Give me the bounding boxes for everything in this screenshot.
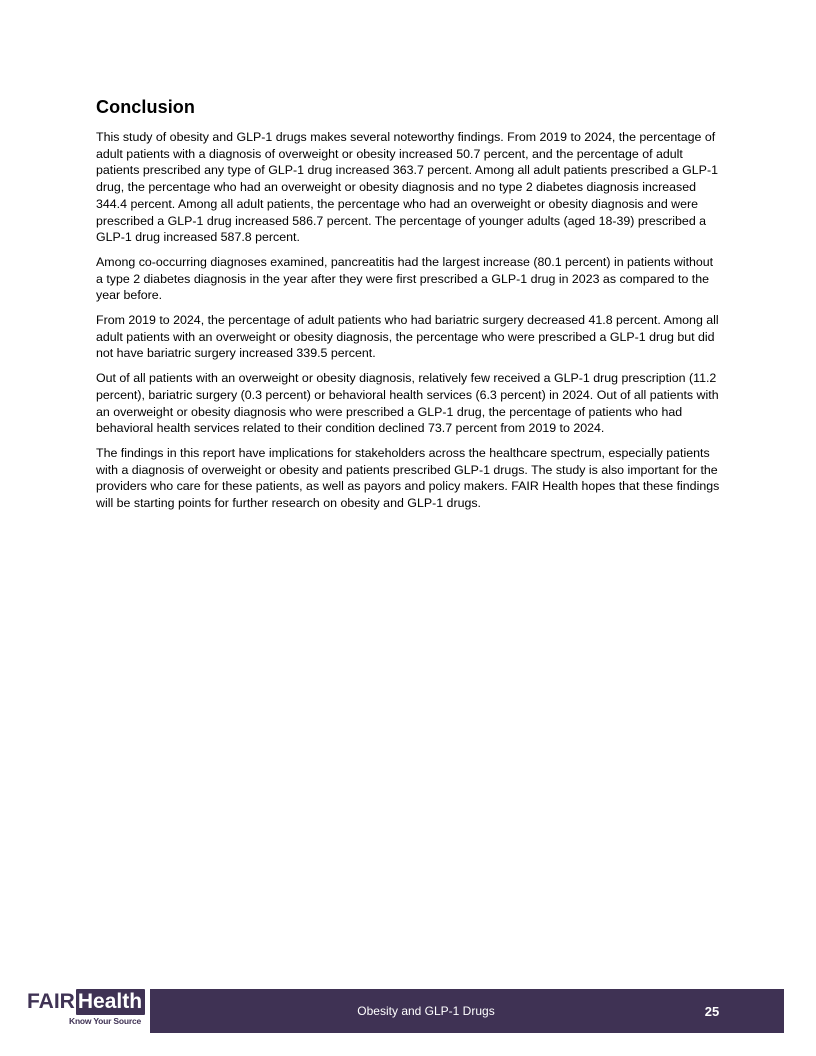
logo-tagline: Know Your Source	[69, 1016, 142, 1026]
paragraph-co-occurring-diagnoses: Among co-occurring diagnoses examined, pancreatitis had the largest increase (80.1 percent) in patients without a type 2 diabetes diagnosis in the year after they were first prescribed a GLP-1 drug in 2023 as compared to the year before.	[96, 254, 714, 303]
page-footer	[0, 986, 816, 1034]
document-body	[96, 96, 720, 520]
paragraph-treatment-rates: Out of all patients with an overweight or obesity diagnosis, relatively few received a GLP-1 drug prescription (11.2 percent), bariatric surgery (0.3 percent) or behavioral health services (6.3 percent) in 2024. Out of all patients with an overweight or obesity diagnosis who were prescribed a GLP-1 drug, the percentage of patients who had behavioral health services related to their condition declined 73.7 percent from 2019 to 2024.	[96, 371, 719, 436]
footer-document-title: Obesity and GLP-1 Drugs	[357, 1004, 495, 1018]
logo-health-text: Health	[76, 989, 145, 1015]
logo-wordmark	[27, 989, 145, 1015]
logo-fair-text: FAIR	[27, 990, 75, 1013]
paragraph-findings-summary: This study of obesity and GLP-1 drugs makes several noteworthy findings. From 2019 to 2024, the percentage of adult patients with a diagnosis of overweight or obesity increased 50.7 percent, and the percentage of adult patients prescribed any type of GLP-1 drug increased 363.7 percent. Among all adult patients prescribed a GLP-1 drug, the percentage who had an overweight or obesity diagnosis and no type 2 diabetes diagnosis increased 344.4 percent. Among all adult patients, the percentage who had an overweight or obesity diagnosis and were prescribed a GLP-1 drug increased 586.7 percent. The percentage of younger adults (aged 18-39) prescribed a GLP-1 drug increased 587.8 percent.	[96, 130, 718, 245]
section-heading: Conclusion	[96, 97, 195, 117]
fair-health-logo	[27, 988, 143, 1034]
page-number: 25	[704, 1004, 720, 1019]
paragraph-bariatric-surgery: From 2019 to 2024, the percentage of adult patients who had bariatric surgery decreased 41.8 percent. Among all adult patients with an overweight or obesity diagnosis, the percentage who were prescribed a GLP-1 drug but did not have bariatric surgery increased 339.5 percent.	[96, 313, 719, 361]
paragraph-implications: The findings in this report have implications for stakeholders across the healthcare spectrum, especially patients with a diagnosis of overweight or obesity and patients prescribed GLP-1 drugs. The study is also important for the providers who care for these patients, as well as payors and policy makers. FAIR Health hopes that these findings will be starting points for further research on obesity and GLP-1 drugs.	[96, 445, 720, 511]
footer-bar	[150, 989, 784, 1033]
